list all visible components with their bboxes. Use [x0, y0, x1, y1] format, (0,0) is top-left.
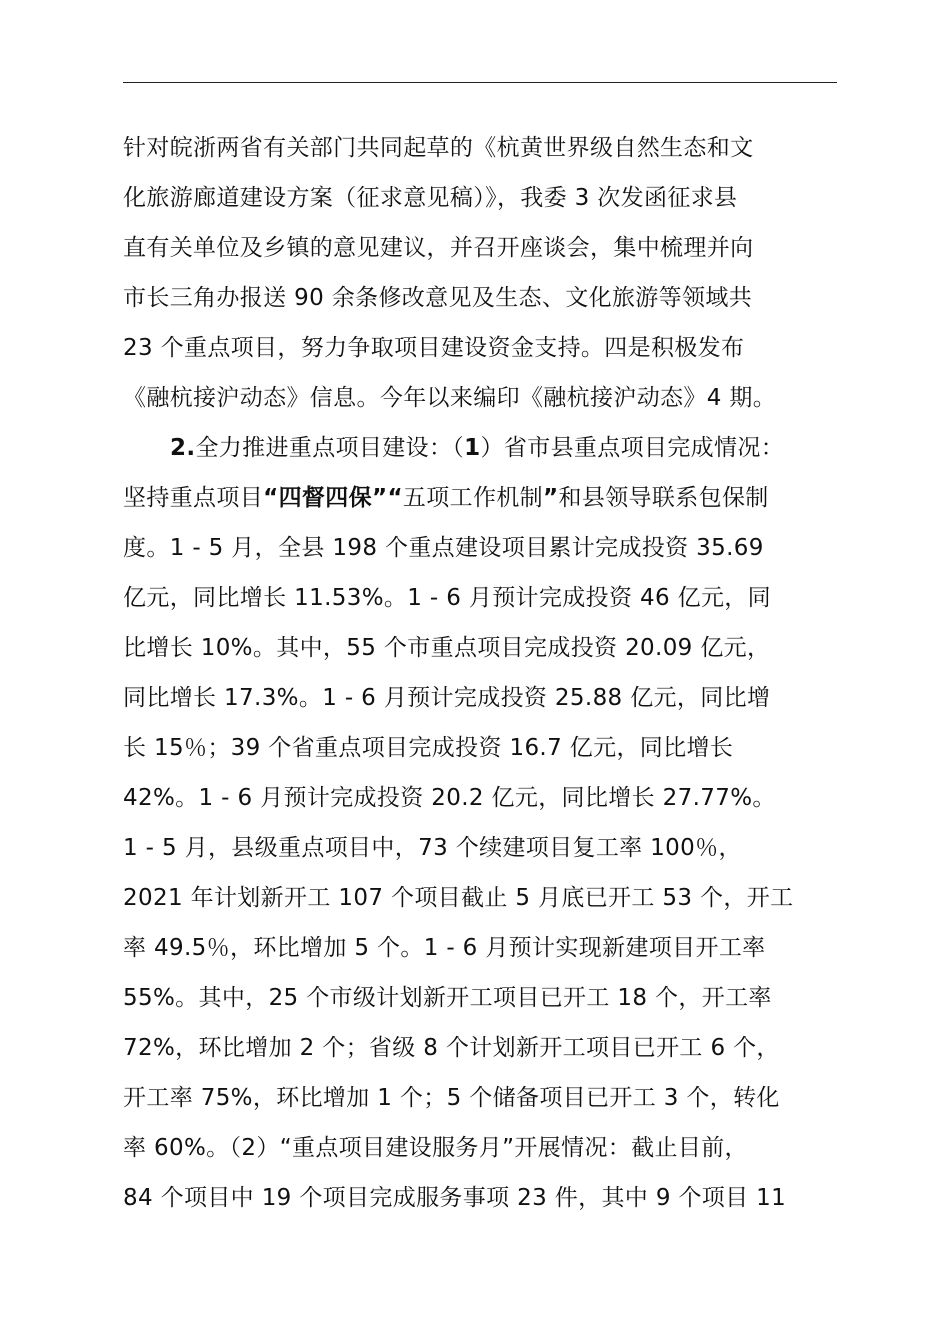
paragraph-line: 55%。其中，25 个市级计划新开工项目已开工 18 个，开工率	[123, 985, 772, 1011]
paragraph-line: 23 个重点项目，努力争取项目建设资金支持。四是积极发布	[123, 335, 745, 361]
paragraph-line: 84 个项目中 19 个项目完成服务事项 23 件，其中 9 个项目 11	[123, 1185, 787, 1211]
subsection-title: ）省市县重点项目完成情况：	[480, 435, 785, 461]
header-divider	[123, 82, 837, 83]
text-run: 坚持重点项目	[123, 485, 264, 511]
paragraph-line: 率 49.5％，环比增加 5 个。1 - 6 月预计实现新建项目开工率	[123, 935, 766, 961]
paragraph-line: 针对皖浙两省有关部门共同起草的《杭黄世界级自然生态和文	[123, 135, 754, 161]
section-number: 2.	[170, 435, 196, 461]
quote-run: ”	[543, 485, 559, 511]
paragraph-line: 开工率 75%，环比增加 1 个；5 个储备项目已开工 3 个，转化	[123, 1085, 780, 1111]
paragraph-line: 化旅游廊道建设方案（征求意见稿）》，我委 3 次发函征求县	[123, 185, 738, 211]
section-title: 全力推进重点项目建设：（	[195, 435, 465, 461]
section-2-heading	[170, 433, 784, 463]
paragraph-line: 42%。1 - 6 月预计完成投资 20.2 亿元，同比增长 27.77%。	[123, 785, 776, 811]
paragraph-line: 长 15％；39 个省重点项目完成投资 16.7 亿元，同比增长	[123, 735, 734, 761]
paragraph-line: 亿元，同比增长 11.53%。1 - 6 月预计完成投资 46 亿元，同	[123, 585, 771, 611]
paragraph-line: 直有关单位及乡镇的意见建议，并召开座谈会，集中梳理并向	[123, 235, 754, 261]
paragraph-line: 率 60%。（2）“重点项目建设服务月”开展情况：截止目前，	[123, 1135, 748, 1161]
paragraph-line: 2021 年计划新开工 107 个项目截止 5 月底已开工 53 个，开工	[123, 885, 794, 911]
quote-run: “四督四保”“	[263, 485, 403, 511]
paragraph-line: 同比增长 17.3%。1 - 6 月预计完成投资 25.88 亿元，同比增	[123, 685, 771, 711]
paragraph-line	[123, 483, 769, 513]
paragraph-line: 《融杭接沪动态》信息。今年以来编印《融杭接沪动态》4 期。	[123, 385, 777, 411]
paragraph-line: 度。1 - 5 月，全县 198 个重点建设项目累计完成投资 35.69	[123, 535, 764, 561]
paragraph-line: 72%，环比增加 2 个；省级 8 个计划新开工项目已开工 6 个，	[123, 1035, 780, 1061]
paragraph-line: 比增长 10%。其中，55 个市重点项目完成投资 20.09 亿元，	[123, 635, 771, 661]
paragraph-line: 1 - 5 月，县级重点项目中，73 个续建项目复工率 100％，	[123, 835, 742, 861]
subsection-number: 1	[464, 435, 481, 461]
text-run: 和县领导联系包保制	[558, 485, 769, 511]
text-run: 五项工作机制	[402, 485, 544, 511]
paragraph-line: 市长三角办报送 90 余条修改意见及生态、文化旅游等领域共	[123, 285, 753, 311]
